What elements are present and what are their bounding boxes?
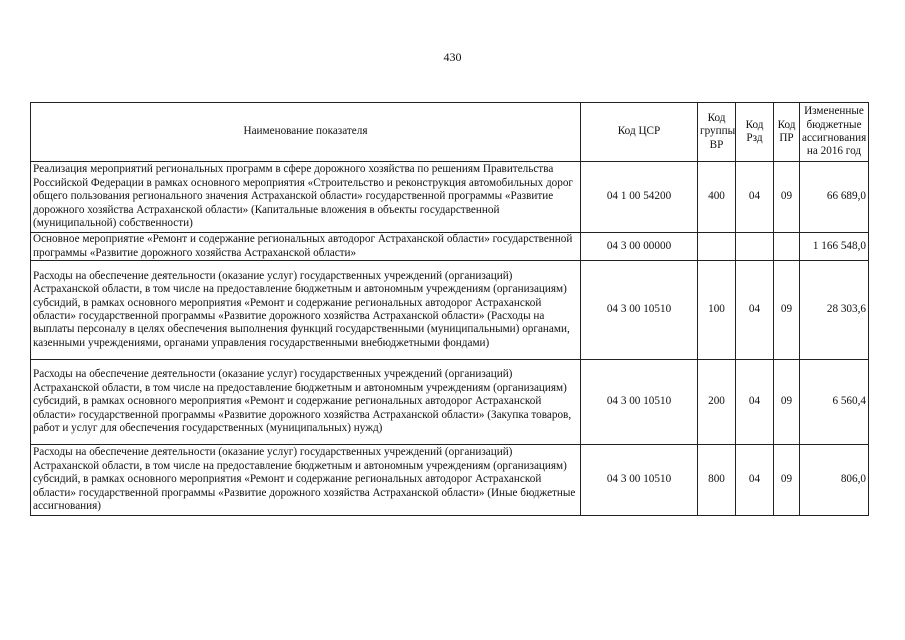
table-row [31,233,869,261]
cell-rzd-code: 04 [736,445,774,516]
cell-name: Расходы на обеспечение деятельности (оказание услуг) государственных учреждений (организаций) Астраханской области, в том числе на предоставление бюджетным и автономным учреждениям (организациям) субсидий, в рамках основного мероприятия «Ремонт и содержание региональных автодорог Астраханской области» государственной программы «Развитие дорожного хозяйства Астраханской области» (Закупка товаров, работ и услуг для обеспечения государственных (муниципальных) нужд) [31,360,581,445]
table-row [31,360,869,445]
page-number: 430 [443,50,462,64]
cell-amount: 1 166 548,0 [800,233,869,261]
cell-name: Расходы на обеспечение деятельности (оказание услуг) государственных учреждений (организаций) Астраханской области, в том числе на предоставление бюджетным и автономным учреждениям (организациям) субсидий, в рамках основного мероприятия «Ремонт и содержание региональных автодорог Астраханской области» государственной программы «Развитие дорожного хозяйства Астраханской области» (Расходы на выплаты персоналу в целях обеспечения выполнения функций государственными (муниципальными) органами, казенными учреждениями, органами управления государственными внебюджетными фондами) [31,261,581,360]
cell-name: Расходы на обеспечение деятельности (оказание услуг) государственных учреждений (организаций) Астраханской области, в том числе на предоставление бюджетным и автономным учреждениям (организациям) субсидий, в рамках основного мероприятия «Ремонт и содержание региональных автодорог Астраханской области» государственной программы «Развитие дорожного хозяйства Астраханской области» (Иные бюджетные ассигнования) [31,445,581,516]
cell-pr-code: 09 [774,261,800,360]
cell-csr-code: 04 3 00 00000 [581,233,698,261]
cell-vr-code: 100 [698,261,736,360]
header-vr-code: Код группы ВР [698,103,736,162]
table-row [31,261,869,360]
cell-pr-code: 09 [774,162,800,233]
header-name: Наименование показателя [31,103,581,162]
budget-table [30,102,869,516]
cell-name: Реализация мероприятий региональных программ в сфере дорожного хозяйства по решениям Правительства Российской Федерации в рамках основного мероприятия «Строительство и реконструкция автомобильных дорог общего пользования регионального значения Астраханской области» государственной программы «Развитие дорожного хозяйства Астраханской области» (Капитальные вложения в объекты государственной (муниципальной) собственности) [31,162,581,233]
cell-amount: 6 560,4 [800,360,869,445]
table-row [31,162,869,233]
cell-vr-code: 800 [698,445,736,516]
cell-vr-code [698,233,736,261]
cell-csr-code: 04 1 00 54200 [581,162,698,233]
header-rzd-code: Код Рзд [736,103,774,162]
cell-amount: 806,0 [800,445,869,516]
table-header-row [31,103,869,162]
cell-rzd-code: 04 [736,261,774,360]
header-csr-code: Код ЦСР [581,103,698,162]
cell-csr-code: 04 3 00 10510 [581,360,698,445]
cell-csr-code: 04 3 00 10510 [581,445,698,516]
cell-rzd-code: 04 [736,360,774,445]
cell-rzd-code: 04 [736,162,774,233]
cell-pr-code: 09 [774,445,800,516]
cell-rzd-code [736,233,774,261]
header-pr-code: Код ПР [774,103,800,162]
table-row [31,445,869,516]
cell-vr-code: 200 [698,360,736,445]
cell-amount: 66 689,0 [800,162,869,233]
cell-name: Основное мероприятие «Ремонт и содержание региональных автодорог Астраханской области» государственной программы «Развитие дорожного хозяйства Астраханской области» [31,233,581,261]
cell-amount: 28 303,6 [800,261,869,360]
cell-vr-code: 400 [698,162,736,233]
cell-csr-code: 04 3 00 10510 [581,261,698,360]
cell-pr-code [774,233,800,261]
header-amount: Измененные бюджетные ассигнования на 2016 год [800,103,869,162]
cell-pr-code: 09 [774,360,800,445]
